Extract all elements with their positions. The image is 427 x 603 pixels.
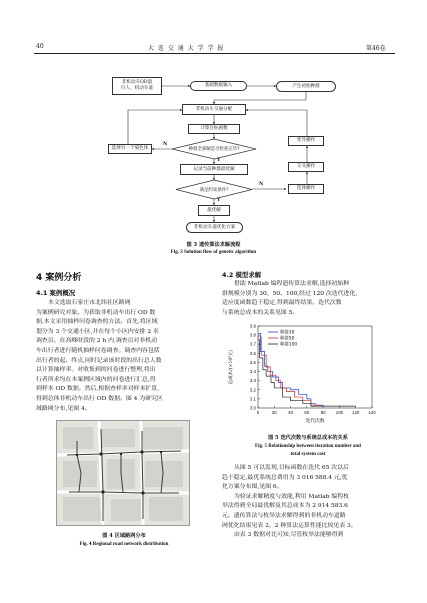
legend-label-1: 种群30 xyxy=(280,330,295,336)
journal-title: 大 连 交 通 大 学 学 报 xyxy=(148,45,225,52)
text-line: 以计算抽样率。对收集到的问卷进行整理,将出 xyxy=(36,367,156,374)
y-tick-label: 3.8 xyxy=(249,332,256,338)
road-network-image xyxy=(57,421,190,526)
x-tick-label: 100 xyxy=(335,410,344,415)
case-overview-paragraph xyxy=(36,299,212,414)
y-tick-label: 3.1 xyxy=(249,396,256,402)
text-line: 借助 Matlab 编程遗传算法求解,选择初始种 xyxy=(234,281,350,287)
y-tick-label: 3.5 xyxy=(249,359,256,365)
text-line: 化方案分布图,见图 6。 xyxy=(222,484,283,491)
results-paragraph xyxy=(222,464,394,541)
input-data-box: 非机动车OD量 行人、机动车量 xyxy=(112,77,162,95)
text-line: 行者所求均在本案例区域内的问卷进行汇总,得 xyxy=(36,376,156,383)
fig5-caption-cn: 图 5 迭代次数与系统总成本的关系 xyxy=(268,435,348,441)
legend-label-2: 种群50 xyxy=(280,336,295,342)
label-y1: Y xyxy=(217,158,221,163)
legend-label-3: 种群100 xyxy=(280,342,298,348)
record-box: 记录当前种群最优解 xyxy=(180,164,248,175)
mutation-box: 变异操作 xyxy=(288,136,324,146)
journal-volume: 第46卷 xyxy=(366,45,386,52)
fig5-caption-en-2: total system cost xyxy=(290,452,326,457)
model-solving-paragraph xyxy=(222,280,394,318)
y-tick-label: 3.3 xyxy=(249,378,256,384)
fig5-caption-en-1: Fig. 5 Relationship between iteration number and xyxy=(255,444,361,449)
y-tick-label: 3.7 xyxy=(249,341,256,347)
text-line: 从图 5 可以发现,目标函数在迭代 65 次以后 xyxy=(234,465,349,471)
y-tick-label: 3.9 xyxy=(249,323,256,329)
fig3-caption-cn: 图 3 遗传算法求解流程 xyxy=(186,242,241,248)
text-line: 出行者的起、终点,同时记录该时段的出行总人数 xyxy=(36,357,162,364)
basic-data-box: 基础数据输入 xyxy=(190,81,247,91)
selection-box: 选择操作 xyxy=(288,184,324,194)
road-network-map xyxy=(56,420,190,526)
text-line: 到样本 OD 数据。然后,根据查样率对样本扩算, xyxy=(36,386,160,393)
subsection-4-1-title: 4.1 案例概况 xyxy=(36,289,76,297)
flowchart xyxy=(0,0,427,260)
iteration-cost-chart xyxy=(222,318,394,430)
plan-box: 非机动车道优化方案 xyxy=(186,222,243,233)
y-axis-label: 总成本/(×10⁶元) xyxy=(229,349,234,385)
x-tick-label: 60 xyxy=(304,410,310,415)
text-line: 车出行者进行随机抽样问卷调查。调查内容包括 xyxy=(36,347,160,354)
y-tick-label: 3.6 xyxy=(249,350,256,356)
y-tick-label: 3.2 xyxy=(249,387,256,393)
label-n1: N xyxy=(163,142,168,147)
text-line: 与系统总成本的关系见图 5。 xyxy=(222,309,299,316)
fig3-caption-en: Fig. 3 Solution flow of genetic algorithm xyxy=(170,250,257,255)
check-label: 种群全部解是否检查完毕? xyxy=(188,147,240,152)
y-tick-label: 3.0 xyxy=(249,405,256,411)
fig4-caption-cn: 图 4 区域路网分布 xyxy=(102,533,146,539)
traffic-assignment-box: 非机动车交通分配 xyxy=(182,104,246,115)
x-tick-label: 40 xyxy=(288,410,294,415)
x-axis-label: 迭代次数 xyxy=(305,419,325,424)
termination-label: 满足约束条件? xyxy=(199,188,229,193)
init-population-box: 产生初始种群 xyxy=(276,81,336,92)
y-tick-label: 3.4 xyxy=(249,369,256,375)
x-tick-label: 120 xyxy=(352,410,360,415)
text-line: 由表 3 数据对比可知,尽管枚举法能够得到 xyxy=(234,532,344,539)
crossover-box: 交叉操作 xyxy=(288,162,324,172)
text-line: 调查员。在高峰时段的 2 h 内,调查员对非机动 xyxy=(36,338,158,345)
fig4-caption-en: Fig. 4 Regional road network distribution xyxy=(79,542,169,547)
text-line: 划分为 3 个交通小区,并在每个小区内安排 2 名 xyxy=(36,328,159,335)
x-tick-label: 140 xyxy=(368,410,376,415)
text-line: 为验证求解精度与效能,利用 Matlab 编程枚 xyxy=(234,493,350,500)
text-line: 趋于稳定,最优系统总费用为 3 016 588.4 元,优 xyxy=(222,474,348,481)
text-line: 得到总体非机动车出行 OD 数据。图 4 为研究区 xyxy=(36,395,163,402)
x-tick-label: 0 xyxy=(256,410,260,415)
text-line: 本文选取石家庄市北纬社区路网 xyxy=(48,300,131,306)
fitness-box: 计算目标函数 xyxy=(188,124,240,134)
section-title: 4 案例分析 xyxy=(36,273,82,283)
x-tick-label: 20 xyxy=(271,410,277,415)
chart-svg xyxy=(222,318,394,430)
label-n2: N xyxy=(259,182,264,187)
text-line: 适应度函数趋于稳定,得到最终结果。迭代次数 xyxy=(222,300,342,307)
text-line: 举法得到全局最优解及其总成本为 2 914 583.6 xyxy=(222,503,348,510)
x-tick-label: 80 xyxy=(320,410,326,415)
optimal-box: 最优解 xyxy=(198,205,230,216)
subsection-4-2-title: 4.2 模型求解 xyxy=(222,271,262,279)
text-line: 群规模分别为 30、50、100,经过 120 次迭代进化, xyxy=(222,290,358,297)
label-y2: Y xyxy=(217,198,221,203)
text-line: 为案例研究对象。为获取非机动车出行 OD 数 xyxy=(36,309,156,316)
text-line: 元。遗传算法与枚举法求解得到的非机动车道路 xyxy=(222,512,346,519)
text-line: 域路网分布,见图 4。 xyxy=(36,405,91,412)
text-line: 据,本文采用抽样问卷调查的方法。首先,将区域 xyxy=(36,319,158,326)
choose-next-box: 选择另一个染色体 xyxy=(108,144,152,154)
text-line: 网优化结果见表 2。2 种算法运算性能比较见表 3。 xyxy=(222,522,357,529)
page-number: 40 xyxy=(36,43,44,50)
